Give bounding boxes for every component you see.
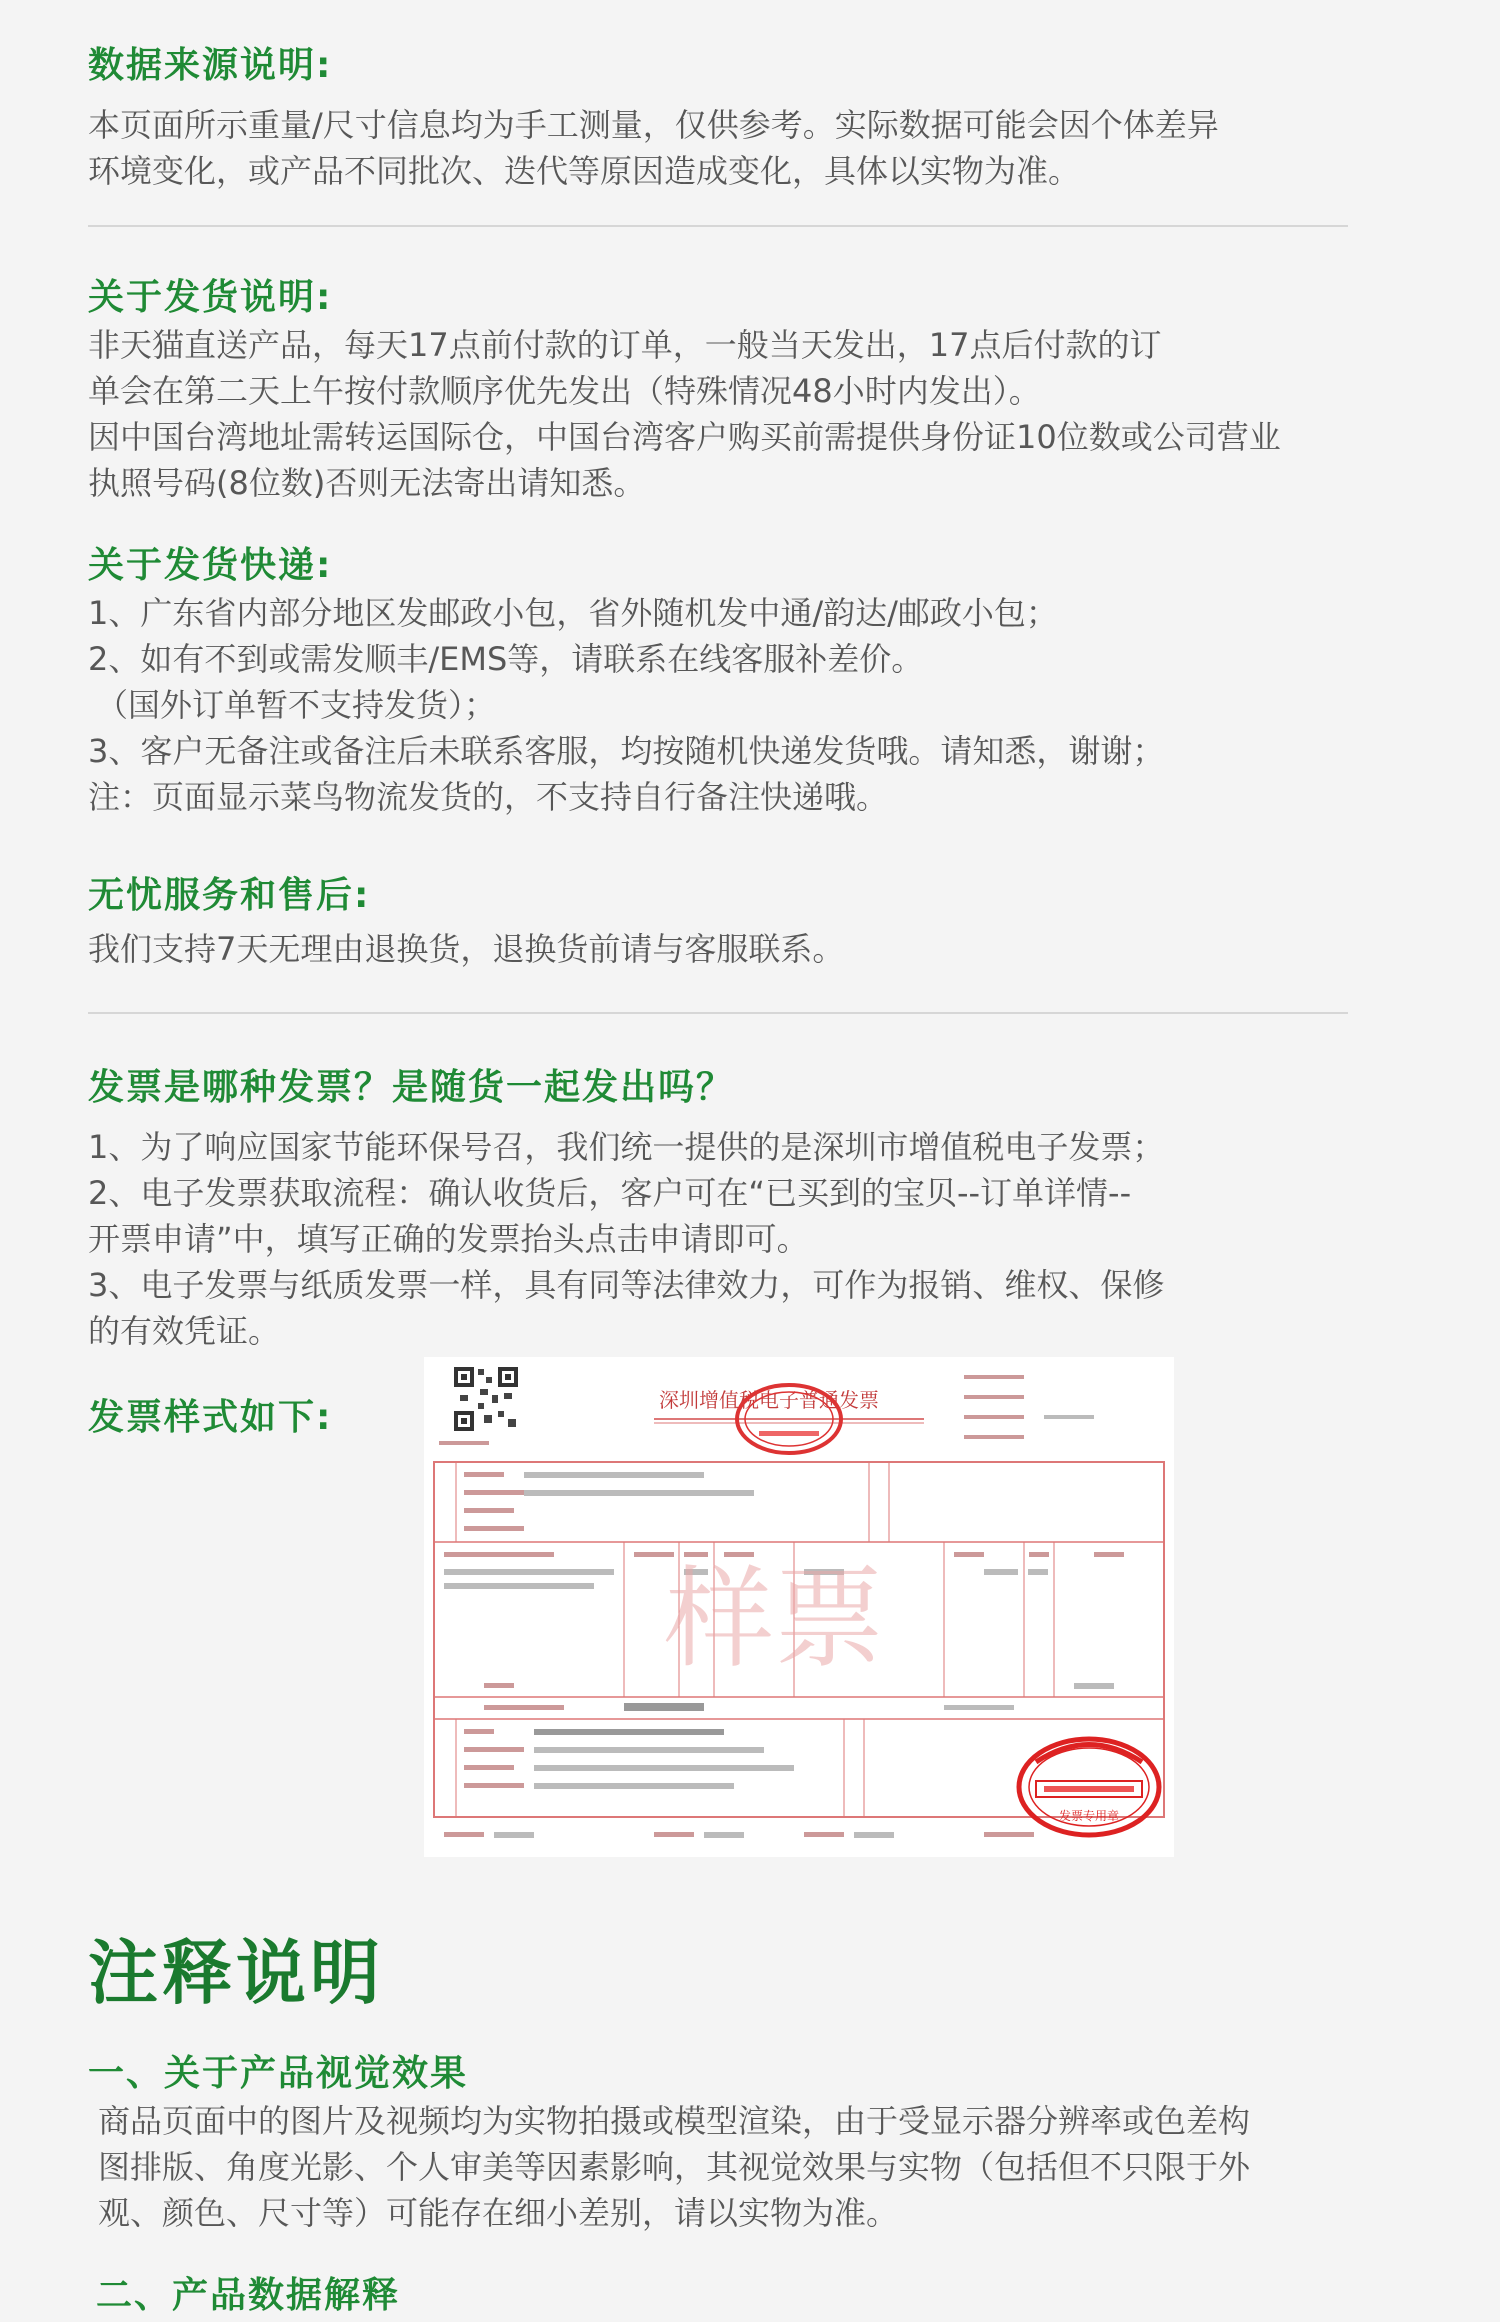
notes-visual-effect [88,2050,1348,2236]
section-line: 的有效凭证。 [88,1312,281,1350]
section-line: 1、为了响应国家节能环保号召，我们统一提供的是深圳市增值税电子发票； [88,1128,1165,1166]
section-data-source [88,42,1348,194]
notes-title: 注释说明 [88,1932,384,2014]
section-line: 本页面所示重量/尺寸信息均为手工测量，仅供参考。实际数据可能会因个体差异 [88,106,1219,144]
section-line: 我们支持7天无理由退换货，退换货前请与客服联系。 [88,930,845,968]
notes-heading: 二、产品数据解释 [96,2275,401,2316]
invoice-sample-image [424,1357,1174,1857]
divider [88,225,1348,227]
section-line: 执照号码(8位数)否则无法寄出请知悉。 [88,464,646,502]
section-shipping-info [88,274,1348,506]
section-invoice [88,1064,1348,1354]
notes-line: 商品页面中的图片及视频均为实物拍摄或模型渲染，由于受显示器分辨率或色差构 [98,2102,1251,2140]
section-title: 关于发货说明: [88,277,333,318]
section-line: 非天猫直送产品，每天17点前付款的订单，一般当天发出，17点后付款的订 [88,326,1162,364]
section-title: 无忧服务和售后: [88,875,371,916]
section-title: 发票是哪种发票？是随货一起发出吗？ [88,1067,735,1108]
section-title: 数据来源说明: [88,45,333,86]
section-line: 2、如有不到或需发顺丰/EMS等，请联系在线客服补差价。 [88,640,924,678]
notes-line: 图排版、角度光影、个人审美等因素影响，其视觉效果与实物（包括但不只限于外 [98,2148,1251,2186]
section-line: 3、电子发票与纸质发票一样，具有同等法律效力，可作为报销、维权、保修 [88,1266,1165,1304]
notes-data-explanation [88,2272,1348,2320]
seal-text: 发票专用章 [1059,1809,1120,1823]
section-line: 环境变化，或产品不同批次、迭代等原因造成变化，具体以实物为准。 [88,152,1081,190]
section-courier [88,542,1348,820]
invoice-title: 深圳增值税电子普通发票 [659,1388,879,1412]
section-line: 单会在第二天上午按付款顺序优先发出（特殊情况48小时内发出）。 [88,372,1041,410]
section-line: 注：页面显示菜鸟物流发货的，不支持自行备注快递哦。 [88,778,889,816]
section-line: 因中国台湾地址需转运国际仓，中国台湾客户购买前需提供身份证10位数或公司营业 [88,418,1281,456]
section-line: 2、电子发票获取流程：确认收货后，客户可在“已买到的宝贝--订单详情-- [88,1174,1132,1212]
section-title: 关于发货快递: [88,545,333,586]
invoice-sample-label: 发票样式如下: [88,1397,333,1438]
notes-line: 观、颜色、尺寸等）可能存在细小差别，请以实物为准。 [98,2194,899,2232]
divider [88,1012,1348,1014]
notes-heading: 一、关于产品视觉效果 [88,2053,469,2094]
seal-stamp-icon [1019,1739,1159,1835]
section-line: 3、客户无备注或备注后未联系客服，均按随机快递发货哦。请知悉，谢谢； [88,732,1165,770]
section-after-sales [88,872,1348,972]
section-line: 开票申请”中，填写正确的发票抬头点击申请即可。 [88,1220,809,1258]
qr-code-icon [454,1367,518,1431]
section-line: 1、广东省内部分地区发邮政小包，省外随机发中通/韵达/邮政小包； [88,594,1058,632]
invoice-watermark: 样票 [664,1555,884,1683]
section-line: （国外订单暂不支持发货）； [96,686,497,724]
